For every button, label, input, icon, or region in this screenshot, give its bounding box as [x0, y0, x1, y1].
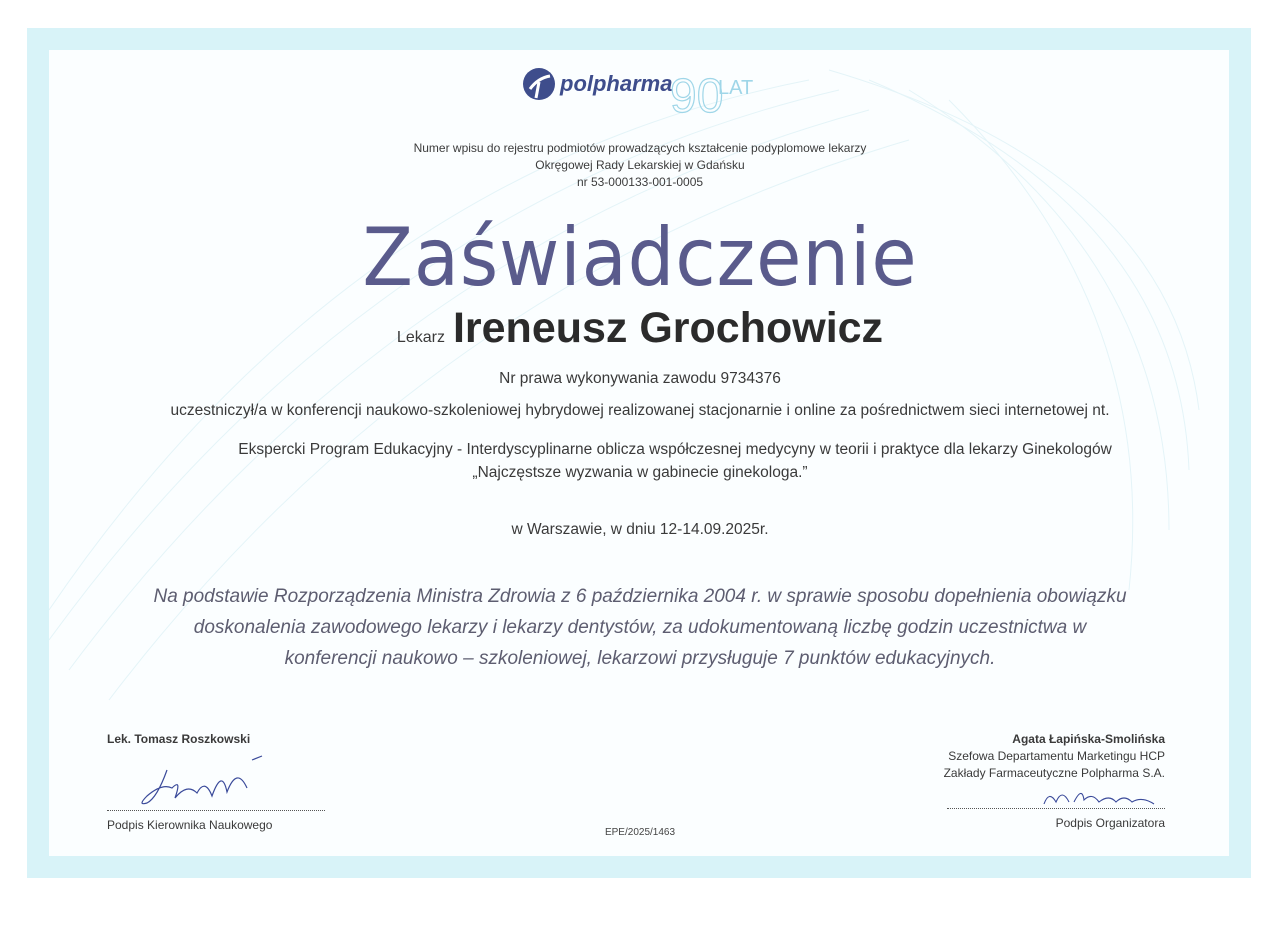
signature-block-left: [107, 731, 327, 834]
program-info: [0, 438, 1280, 484]
logo-brand-text: polpharma: [560, 71, 673, 96]
registry-info: [0, 140, 1280, 191]
program-line-1: Ekspercki Program Edukacyjny - Interdyscyplinarne oblicza współczesnej medycyny w teorii i praktyce dla lekarzy Ginekologów: [238, 441, 1112, 458]
signature-line-right: [947, 808, 1165, 809]
legal-basis-line-3: konferencji naukowo – szkoleniowej, lekarzowi przysługuje 7 punktów edukacyjnych.: [284, 648, 996, 669]
recipient: [0, 300, 1280, 366]
signature-caption-left: Podpis Kierownika Naukowego: [107, 818, 273, 832]
reference-number: EPE/2025/1463: [604, 827, 676, 838]
registry-line-2: Okręgowej Rady Lekarskiej w Gdańsku: [535, 158, 745, 172]
logo-anniversary-word: LAT: [718, 77, 754, 99]
place-date: w Warszawie, w dniu 12-14.09.2025r.: [511, 521, 769, 538]
logo-anniversary-number: 90: [670, 70, 724, 122]
signature-block-right: [944, 731, 1165, 832]
signatory-left-name: Lek. Tomasz Roszkowski: [107, 732, 251, 746]
legal-basis-line-2: doskonalenia zawodowego lekarzy i lekarzy dentystów, za udokumentowaną liczbę godzin uczestnictwa w: [193, 617, 1087, 638]
registry-number: nr 53-000133-001-0005: [576, 175, 704, 189]
handwritten-signature-left: [107, 748, 327, 810]
signatory-right-company: Zakłady Farmaceutyczne Polpharma S.A.: [943, 766, 1165, 780]
polpharma-logo: [520, 64, 765, 122]
certificate-title: Zaświadczenie: [362, 211, 918, 304]
handwritten-signature-right: [944, 782, 1164, 808]
program-line-2: „Najczęstsze wyzwania w gabinecie ginekologa.”: [472, 464, 808, 481]
signatory-right-position: Szefowa Departamentu Marketingu HCP: [948, 749, 1165, 763]
signature-line-left: [107, 810, 325, 811]
registry-line-1: Numer wpisu do rejestru podmiotów prowadzących kształcenie podyplomowe lekarzy: [413, 141, 867, 155]
signature-caption-right: Podpis Organizatora: [1055, 816, 1165, 830]
legal-basis-line-1: Na podstawie Rozporządzenia Ministra Zdrowia z 6 października 2004 r. w sprawie sposobu dopełnienia obowiązku: [153, 586, 1127, 607]
licence-number: Nr prawa wykonywania zawodu 9734376: [499, 370, 781, 387]
participation-text: uczestniczył/a w konferencji naukowo-szkoleniowej hybrydowej realizowanej stacjonarnie i online za pośrednictwem sieci internetowej nt.: [170, 402, 1110, 419]
signatory-right-name: Agata Łapińska-Smolińska: [1012, 732, 1165, 746]
recipient-name: Ireneusz Grochowicz: [452, 304, 884, 352]
recipient-role: Lekarz: [396, 329, 445, 346]
legal-basis: [0, 581, 1280, 674]
